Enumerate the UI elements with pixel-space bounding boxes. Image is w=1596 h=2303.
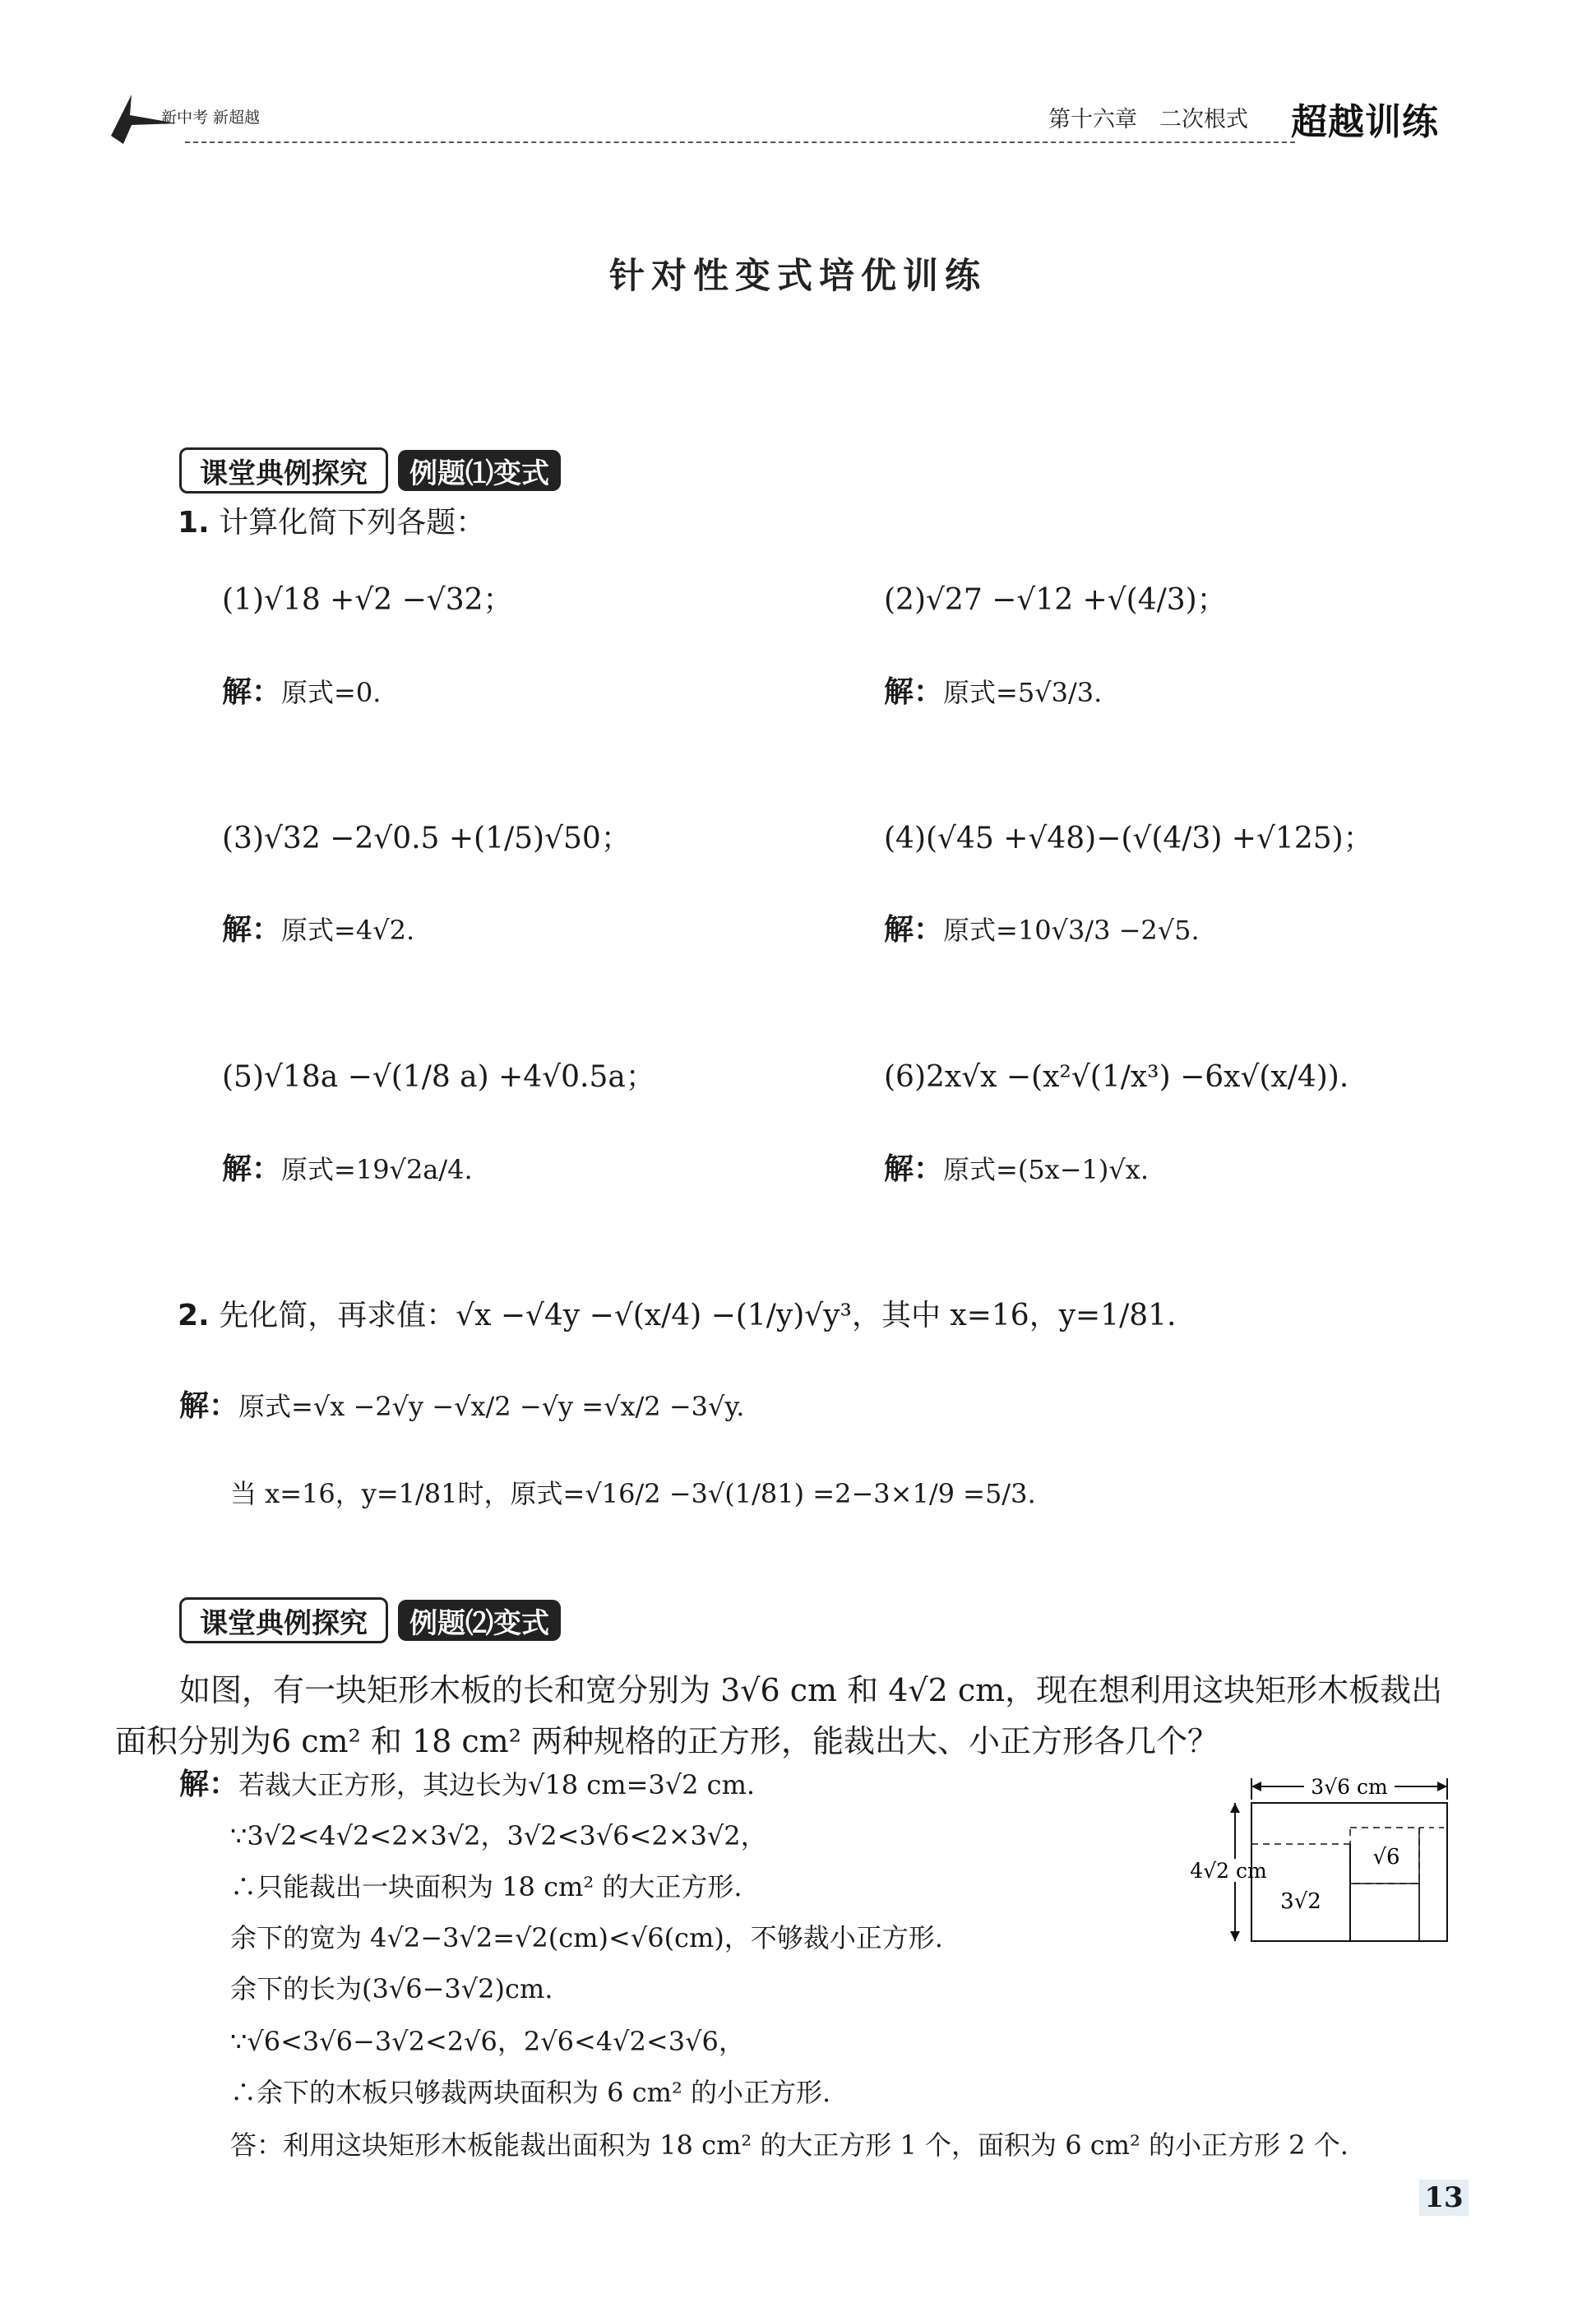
answer-text: 原式=5√3/3. <box>943 677 1103 708</box>
problem-1-item-2-answer <box>884 675 1103 709</box>
problem-1-item-6-question: (6)2x√x −(x²√(1/x³) −6x√(x/4)). <box>884 1060 1349 1094</box>
arrow-down-icon <box>1230 1931 1240 1941</box>
problem-prompt: 先化简，再求值：√x −√4y −√(x/4) −(1/y)√y³，其中 x=16，y=1/81. <box>219 1299 1177 1332</box>
answer-text: 原式=10√3/3 −2√5. <box>943 915 1200 946</box>
board-diagram <box>1143 1768 1472 1958</box>
header-brand: 新中考 新超越 <box>161 109 261 127</box>
section-tag-1 <box>179 447 561 494</box>
problem-1-item-3-question: (3)√32 −2√0.5 +(1/5)√50； <box>222 822 631 855</box>
width-label: 3√6 cm <box>1311 1775 1388 1799</box>
small-square-2 <box>1350 1884 1419 1941</box>
solution-text: 若裁大正方形，其边长为√18 cm=3√2 cm. <box>238 1769 756 1800</box>
answer-text: 原式=19√2a/4. <box>281 1154 473 1185</box>
answer-text: 原式=(5x−1)√x. <box>943 1154 1149 1185</box>
solution-label: 解： <box>179 1768 239 1801</box>
section-tag-variant: 例题⑵变式 <box>398 1600 561 1641</box>
big-square-label: 3√2 <box>1280 1889 1321 1914</box>
problem-prompt: 计算化简下列各题： <box>219 506 486 540</box>
page-title: 针对性变式培优训练 <box>609 256 987 297</box>
answer-text: 原式=0. <box>281 677 382 708</box>
height-label: 4√2 cm <box>1190 1859 1267 1883</box>
problem-3-solution-line-7: ∴余下的木板只够裁两块面积为 6 cm² 的小正方形. <box>230 2077 831 2108</box>
problem-1-item-3-answer <box>222 915 414 945</box>
problem-number: 2. <box>178 1299 210 1332</box>
arrow-up-icon <box>1230 1803 1240 1813</box>
section-tag-variant: 例题⑴变式 <box>398 450 561 491</box>
solution-text: 原式=√x −2√y −√x/2 −√y =√x/2 −3√y. <box>238 1391 745 1422</box>
problem-3-solution-line-5: 余下的长为(3√6−3√2)cm. <box>230 1973 553 2004</box>
problem-2-header <box>178 1301 1176 1331</box>
header-divider <box>185 141 1295 143</box>
solution-label: 解： <box>222 1152 282 1186</box>
problem-1-header <box>178 508 485 538</box>
problem-1-item-6-answer <box>884 1152 1149 1186</box>
header-chapter: 第十六章 二次根式 <box>1048 107 1248 132</box>
solution-label: 解： <box>884 675 944 709</box>
answer-text: 原式=4√2. <box>281 915 415 946</box>
section-tag-2 <box>179 1597 561 1643</box>
problem-1-item-1-answer <box>222 675 382 709</box>
problem-3-statement-line-1: 如图，有一块矩形木板的长和宽分别为 3√6 cm 和 4√2 cm，现在想利用这块矩形木板裁出 <box>179 1672 1443 1708</box>
arrow-left-icon <box>1251 1782 1261 1791</box>
page-number: 13 <box>1419 2180 1469 2216</box>
header-section-title: 超越训练 <box>1291 101 1439 143</box>
problem-2-solution <box>179 1389 745 1423</box>
problem-1-item-2-question: (2)√27 −√12 +√(4/3)； <box>884 583 1227 617</box>
problem-3-solution-line-8: 答：利用这块矩形木板能裁出面积为 18 cm² 的大正方形 1 个，面积为 6 cm² 的小正方形 2 个. <box>230 2129 1349 2161</box>
problem-3-solution-line-4: 余下的宽为 4√2−3√2=√2(cm)<√6(cm)，不够裁小正方形. <box>230 1922 943 1953</box>
arrow-right-icon <box>1437 1782 1447 1791</box>
solution-label: 解： <box>884 1152 944 1186</box>
small-square-label: √6 <box>1372 1845 1400 1870</box>
solution-label: 解： <box>179 1389 239 1423</box>
problem-1-item-4-question: (4)(√45 +√48)−(√(4/3) +√125)； <box>884 822 1373 855</box>
solution-label: 解： <box>222 913 282 947</box>
problem-1-item-5-answer <box>222 1152 473 1186</box>
problem-3-solution-line-2: ∵3√2<4√2<2×3√2，3√2<3√6<2×3√2， <box>230 1820 767 1851</box>
problem-3-solution-line-3: ∴只能裁出一块面积为 18 cm² 的大正方形. <box>230 1871 742 1902</box>
problem-3-statement-line-2: 面积分别为6 cm² 和 18 cm² 两种规格的正方形，能裁出大、小正方形各几个？ <box>115 1723 1219 1759</box>
problem-1-item-5-question: (5)√18a −√(1/8 a) +4√0.5a； <box>222 1060 655 1094</box>
section-tag-label: 课堂典例探究 <box>179 1597 388 1643</box>
problem-3-solution-line-1 <box>179 1770 755 1800</box>
problem-1-item-1-question: (1)√18 +√2 −√32； <box>222 583 513 617</box>
problem-1-item-4-answer <box>884 915 1200 945</box>
solution-label: 解： <box>222 675 282 709</box>
problem-number: 1. <box>178 506 210 540</box>
solution-label: 解： <box>884 913 944 947</box>
problem-3-solution-line-6: ∵√6<3√6−3√2<2√6，2√6<4√2<3√6， <box>230 2026 745 2057</box>
problem-2-evaluation: 当 x=16，y=1/81时，原式=√16/2 −3√(1/81) =2−3×1/9 =5/3. <box>230 1478 1036 1509</box>
section-tag-label: 课堂典例探究 <box>179 447 388 494</box>
